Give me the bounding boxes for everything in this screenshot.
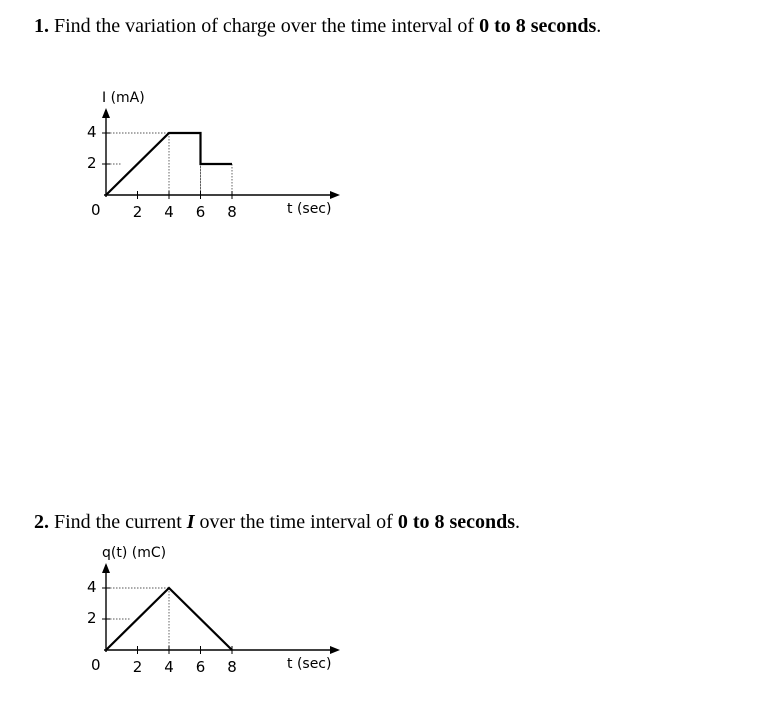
- x-tick-label: 8: [227, 203, 237, 221]
- question-1-range: 0 to 8 seconds: [479, 15, 597, 37]
- y-tick-label: 2: [87, 609, 97, 627]
- question-2: [34, 510, 520, 534]
- x-axis-arrow: [330, 191, 340, 199]
- x-axis-label: t (sec): [287, 201, 332, 217]
- x-tick-label: 6: [195, 203, 206, 221]
- x-tick-label: 6: [195, 658, 206, 676]
- question-1: [34, 14, 601, 38]
- x-tick-label: 2: [132, 203, 143, 221]
- y-axis-label: I (mA): [102, 90, 145, 106]
- y-tick-label: 2: [87, 154, 97, 172]
- y-axis-arrow: [102, 108, 110, 118]
- current-graph: [0, 80, 360, 230]
- x-axis-arrow: [330, 646, 340, 654]
- question-1-period: .: [596, 15, 602, 37]
- question-2-period: .: [515, 511, 521, 533]
- x-axis-label: t (sec): [287, 656, 332, 672]
- x-tick-label: 4: [164, 658, 174, 676]
- y-axis-arrow: [102, 563, 110, 573]
- x-tick-label: 8: [227, 658, 237, 676]
- question-2-range: 0 to 8 seconds: [397, 511, 516, 533]
- origin-label: 0: [91, 656, 101, 674]
- question-2-number: 2.: [34, 511, 49, 533]
- question-2-text-middle: over the time interval of: [199, 511, 393, 533]
- question-2-text: Find the current: [54, 511, 182, 533]
- x-tick-label: 2: [132, 658, 143, 676]
- charge-graph: [0, 535, 360, 685]
- y-tick-label: 4: [87, 578, 97, 596]
- question-1-number: 1.: [34, 15, 49, 37]
- question-1-text: Find the variation of charge over the time interval of: [54, 15, 475, 37]
- origin-label: 0: [91, 201, 101, 219]
- x-tick-label: 4: [164, 203, 174, 221]
- question-2-symbol: I: [186, 511, 195, 533]
- y-axis-label: q(t) (mC): [102, 545, 167, 561]
- y-tick-label: 4: [87, 123, 97, 141]
